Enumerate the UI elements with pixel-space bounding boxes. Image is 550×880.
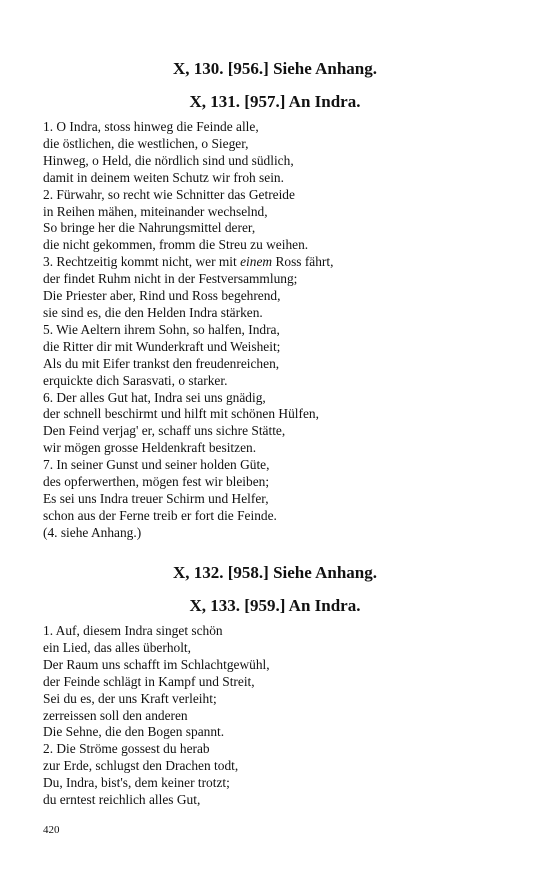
- verse-line: Die Priester aber, Rind und Ross begehrend,: [43, 288, 281, 304]
- page-number: 420: [43, 824, 60, 836]
- verse-line: Sei du es, der uns Kraft verleiht;: [43, 690, 217, 706]
- verse-line: der findet Ruhm nicht in der Festversammlung;: [43, 271, 298, 287]
- verse-line: der schnell beschirmt und hilft mit schönen Hülfen,: [43, 406, 319, 422]
- verse-line: du erntest reichlich alles Gut,: [43, 792, 201, 808]
- verse-line: Den Feind verjag' er, schaff uns sichre Stätte,: [43, 423, 286, 439]
- section-heading-x-132: X, 132. [958.] Siehe Anhang.: [172, 563, 378, 582]
- verse-line: in Reihen mähen, miteinander wechselnd,: [43, 203, 268, 219]
- verse-line: die östlichen, die westlichen, o Sieger,: [43, 135, 249, 151]
- verse-text: 3. Rechtzeitig kommt nicht, wer mit: [43, 254, 241, 270]
- verse-line: wir mögen grosse Heldenkraft besitzen.: [43, 440, 257, 456]
- verse-line: Als du mit Eifer trankst den freudenreichen,: [43, 355, 280, 371]
- emphasized-word: einem: [240, 254, 273, 270]
- verse-line: 6. Der alles Gut hat, Indra sei uns gnädig,: [43, 389, 266, 405]
- hymn-x-131-text: [43, 119, 523, 542]
- verse-line: der Feinde schlägt in Kampf und Streit,: [43, 673, 255, 689]
- verse-line: 1. Auf, diesem Indra singet schön: [43, 623, 223, 638]
- verse-line: 7. In seiner Gunst und seiner holden Güte,: [43, 457, 270, 473]
- verse-line: Du, Indra, bist's, dem keiner trotzt;: [43, 775, 230, 791]
- verse-line: schon aus der Ferne treib er fort die Feinde.: [43, 507, 277, 523]
- hymn-x-133-text: [43, 623, 523, 809]
- verse-line: 2. Fürwahr, so recht wie Schnitter das Getreide: [43, 186, 295, 202]
- verse-line: Die Sehne, die den Bogen spannt.: [43, 724, 225, 740]
- verse-line: Hinweg, o Held, die nördlich sind und südlich,: [43, 152, 294, 168]
- verse-line: zerreissen soll den anderen: [43, 707, 188, 723]
- verse-line: damit in deinem weiten Schutz wir froh sein.: [43, 169, 284, 185]
- verse-text: Ross fährt,: [272, 254, 334, 270]
- section-heading-x-131: X, 131. [957.] An Indra.: [189, 92, 361, 111]
- verse-line: Es sei uns Indra treuer Schirm und Helfer,: [43, 490, 269, 506]
- verse-line: 5. Wie Aeltern ihrem Sohn, so halfen, Indra,: [43, 321, 280, 337]
- verse-line: ein Lied, das alles überholt,: [43, 639, 191, 655]
- verse-line: Der Raum uns schafft im Schlachtgewühl,: [43, 656, 270, 672]
- verse-line: die Ritter dir mit Wunderkraft und Weisheit;: [43, 338, 281, 354]
- verse-line: So bringe her die Nahrungsmittel derer,: [43, 220, 256, 236]
- verse-line: die nicht gekommen, fromm die Streu zu weihen.: [43, 237, 309, 253]
- verse-line: des opferwerthen, mögen fest wir bleiben;: [43, 474, 270, 490]
- verse-line: erquickte dich Sarasvati, o starker.: [43, 372, 228, 388]
- verse-note: (4. siehe Anhang.): [43, 524, 142, 540]
- verse-line: 1. O Indra, stoss hinweg die Feinde alle,: [43, 119, 259, 134]
- verse-line: zur Erde, schlugst den Drachen todt,: [43, 758, 239, 774]
- verse-line: 2. Die Ströme gossest du herab: [43, 741, 210, 757]
- verse-line-with-emphasis: [43, 254, 523, 271]
- verse-line: sie sind es, die den Helden Indra stärken.: [43, 304, 263, 320]
- section-heading-x-133: X, 133. [959.] An Indra.: [189, 596, 361, 615]
- section-heading-x-130: X, 130. [956.] Siehe Anhang.: [172, 59, 378, 78]
